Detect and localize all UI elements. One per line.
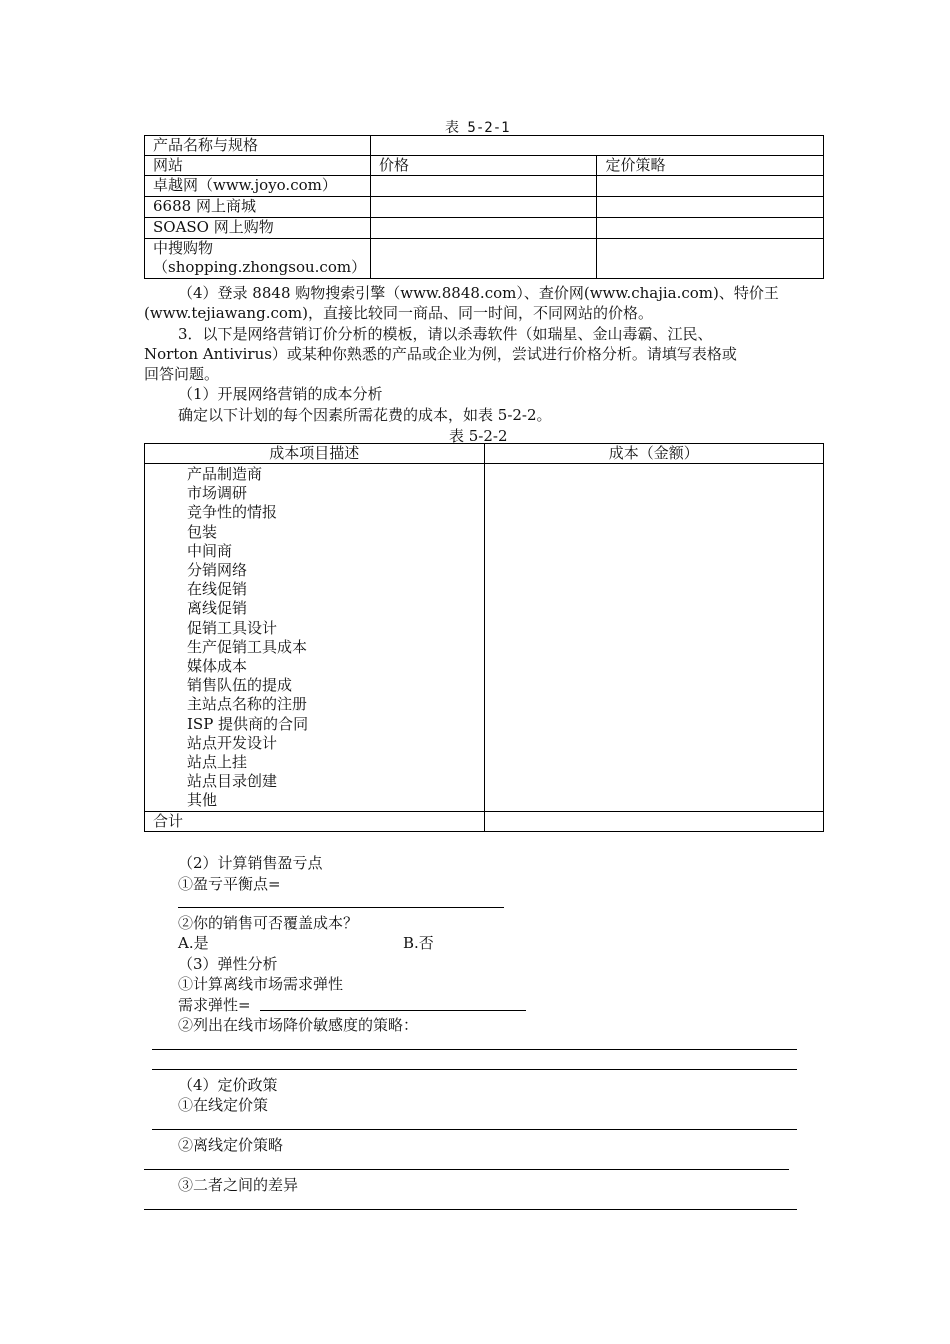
price-cell[interactable] [370,197,597,218]
header-cost-item: 成本项目描述 [145,444,485,464]
cost-item: 市场调研 [187,484,248,503]
break-even-answer-line[interactable] [178,907,504,908]
cost-item: 销售队伍的提成 [187,676,293,695]
cost-item: 在线促销 [187,580,248,599]
cost-item: ISP 提供商的合同 [187,714,309,733]
sec4-q3: ③二者之间的差异 [178,1176,299,1194]
table1-caption: 表 5-2-1 [445,120,510,136]
cost-item: 站点目录创建 [187,772,278,791]
site-zhongsou-name: 中搜购物 [153,239,214,257]
cost-amount-cell[interactable] [484,464,823,812]
sec4-q1: ①在线定价策 [178,1096,269,1114]
sec1-desc: 确定以下计划的每个因素所需花费的成本，如表 5-2-2。 [178,406,552,424]
site-soaso: SOASO 网上购物 [145,218,371,239]
option-a[interactable]: A.是 [178,934,209,952]
sec3-title: （3）弹性分析 [178,955,278,973]
sec4-q2: ②离线定价策略 [178,1136,284,1154]
cost-item: 促销工具设计 [187,618,278,637]
product-name-label: 产品名称与规格 [145,136,371,156]
strategy-cell[interactable] [597,197,824,218]
sec4-title: （4）定价政策 [178,1076,278,1094]
price-cell[interactable] [370,218,597,239]
total-label: 合计 [145,811,485,831]
online-pricing-answer-line[interactable] [152,1129,797,1130]
sec2-title: （2）计算销售盈亏点 [178,854,323,872]
price-cell[interactable] [370,239,597,279]
cost-item: 离线促销 [187,599,248,618]
cost-table [144,443,824,832]
site-6688: 6688 网上商城 [145,197,371,218]
cost-item: 生产促销工具成本 [187,637,308,656]
sec1-title: （1）开展网络营销的成本分析 [178,385,383,403]
header-price: 价格 [370,156,597,176]
cost-item: 包装 [187,522,218,541]
cost-item: 分销网络 [187,561,248,580]
cost-item: 主站点名称的注册 [187,695,308,714]
product-name-cell[interactable] [370,136,823,156]
sec3-q1: ①计算离线市场需求弹性 [178,975,344,993]
cost-item: 站点上挂 [187,753,248,772]
cost-item: 其他 [187,791,218,810]
sec2-q1: ①盈亏平衡点= [178,875,281,893]
offline-pricing-answer-line[interactable] [144,1169,789,1170]
strategy-answer-line-1[interactable] [152,1049,797,1050]
cost-item: 中间商 [187,541,233,560]
strategy-answer-line-2[interactable] [152,1069,797,1070]
para4-line1: （4）登录 8848 购物搜索引擎（www.8848.com）、查价网(www.chajia.com)、特价王 [178,284,779,302]
strategy-cell[interactable] [597,239,824,279]
price-comparison-table [144,135,824,279]
header-site: 网站 [145,156,371,176]
cost-items-list [145,464,485,812]
cost-item: 竞争性的情报 [187,503,278,522]
sec3-q2: ②列出在线市场降价敏感度的策略： [178,1016,419,1034]
para4-line2: (www.tejiawang.com)，直接比较同一商品、同一时间，不同网站的价格。 [144,304,653,322]
cost-item: 产品制造商 [187,465,263,483]
sec2-q2: ②你的销售可否覆盖成本？ [178,914,359,932]
elasticity-answer-line[interactable] [260,1010,526,1011]
elasticity-label: 需求弹性= [178,996,251,1014]
para3-line1: 3．以下是网络营销订价分析的模板，请以杀毒软件（如瑞星、金山毒霸、江民、 [178,325,713,343]
cost-item: 媒体成本 [187,657,248,676]
strategy-cell[interactable] [597,176,824,197]
option-b[interactable]: B.否 [403,934,434,952]
strategy-cell[interactable] [597,218,824,239]
header-strategy: 定价策略 [597,156,824,176]
price-cell[interactable] [370,176,597,197]
para3-line3: 回答问题。 [144,365,220,383]
para3-line2: Norton Antivirus）或某种你熟悉的产品或企业为例，尝试进行价格分析。请填写表格或 [144,345,737,363]
total-amount-cell[interactable] [484,811,823,831]
cost-item: 站点开发设计 [187,733,278,752]
site-zhongsou-url: （shopping.zhongsou.com） [153,258,367,276]
header-cost-amount: 成本（金额） [484,444,823,464]
difference-answer-line[interactable] [144,1209,797,1210]
site-joyo: 卓越网（www.joyo.com） [145,176,371,197]
site-zhongsou [145,239,371,279]
table2-caption: 表 5-2-2 [449,427,508,445]
